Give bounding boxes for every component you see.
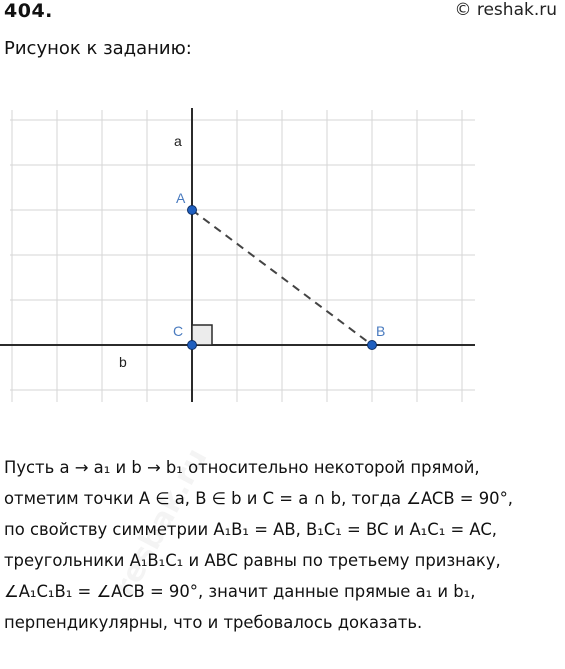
solution-line-2: отметим точки A ∈ a, B ∈ b и C = a ∩ b, тогда ∠ACB = 90°, [4,489,513,508]
label-point-c: C [173,323,184,339]
solution-line-6: перпендикулярны, что и требовалось доказать. [4,613,423,632]
label-point-b: B [376,323,386,339]
solution-line-3: по свойству симметрии A₁B₁ = AB, B₁C₁ = BC и A₁C₁ = AC, [4,520,497,539]
solution-line-4: треугольники A₁B₁C₁ и ABC равны по третьему признаку, [4,551,501,570]
point-b [368,341,377,350]
solution-text [4,452,562,638]
point-c [188,341,197,350]
solution-line-1: Пусть a → a₁ и b → b₁ относительно некоторой прямой, [4,458,480,477]
label-line-a: a [174,133,182,149]
site-credit[interactable]: © reshak.ru [454,0,557,20]
figure-caption: Рисунок к заданию: [4,38,192,59]
solution-line-5: ∠A₁C₁B₁ = ∠ACB = 90°, значит данные прямые a₁ и b₁, [4,582,476,601]
label-point-a: A [176,190,186,206]
label-line-b: b [119,354,127,370]
geometry-figure [0,100,480,410]
grid [10,110,475,402]
problem-number: 404. [4,0,53,22]
point-a [188,206,197,215]
figure-canvas [0,100,480,410]
